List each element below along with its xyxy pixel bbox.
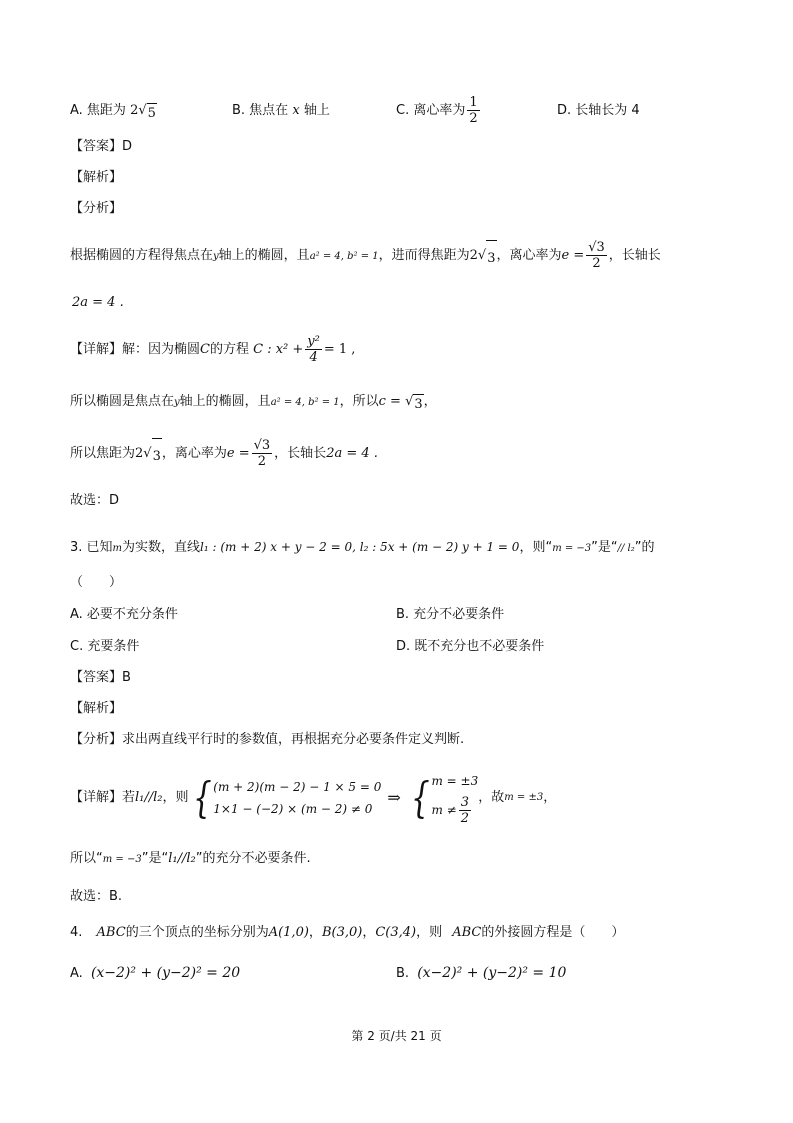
math: B(3,0) — [321, 925, 363, 940]
option-label: A. 焦距为 — [70, 103, 126, 118]
q2-option-c — [396, 94, 482, 128]
text: ，故 — [478, 790, 505, 805]
text: ，所以 — [339, 394, 379, 409]
text: ，则“ — [519, 540, 553, 555]
math: A(1,0) — [268, 925, 309, 940]
text: ， — [308, 925, 322, 940]
question-number: 4. — [70, 925, 83, 940]
q2-jiexi: 【解析】 — [70, 170, 123, 185]
math-var: C — [200, 342, 210, 357]
text: 的外接圆方程是（ ） — [481, 925, 625, 940]
text: 的三个顶点的坐标分别为 — [125, 925, 269, 940]
q2-detail-line3 — [70, 436, 378, 475]
system-row — [431, 796, 478, 825]
q3-answer: 【答案】B — [70, 670, 131, 685]
radicand: 3 — [152, 438, 162, 475]
text: ， — [423, 394, 437, 409]
text: 轴上的椭圆，且 — [218, 248, 310, 263]
q4-option-b — [396, 963, 566, 984]
sqrt: √ 3 — [478, 238, 497, 277]
text: ， — [362, 925, 376, 940]
sqrt: √ 3 — [405, 392, 424, 415]
math: c = — [378, 394, 406, 409]
text: 为实数，直线 — [122, 540, 201, 555]
option-label: A. — [70, 966, 83, 981]
math: ABC — [96, 925, 126, 940]
q2-detail-line2 — [70, 392, 437, 415]
equation-system — [189, 773, 382, 822]
math-var: y — [174, 397, 180, 408]
text: 【详解】若 — [70, 790, 136, 805]
sqrt: √ 5 — [138, 101, 157, 124]
q3-option-b: B. 充分不必要条件 — [396, 607, 505, 622]
result-system — [407, 772, 479, 825]
left-brace: { — [410, 773, 430, 822]
math-var: y — [213, 251, 219, 262]
text: ，离心率为 — [496, 248, 562, 263]
numerator: 1 — [469, 95, 478, 110]
option-label: B. — [396, 966, 410, 981]
denominator: 2 — [592, 256, 601, 271]
radicand: 5 — [147, 103, 157, 124]
q3-detail — [70, 766, 556, 830]
text: ”的充分不必要条件. — [195, 851, 311, 866]
implies-symbol: ⇒ — [387, 788, 401, 807]
system-row: 1×1 − (−2) × (m − 2) ≠ 0 — [213, 802, 373, 816]
text: ”的 — [634, 540, 655, 555]
q2-choice: 故选：D — [70, 493, 120, 508]
math: a² = 4, b² = 1 — [309, 251, 379, 262]
system-row: m = ±3 — [431, 773, 479, 788]
q2-analysis-line2: 2a = 4 . — [72, 295, 124, 310]
text: ，离心率为 — [161, 446, 227, 461]
fraction — [459, 796, 471, 825]
math: l₁//l₂ — [168, 851, 196, 866]
text: 3. 已知 — [70, 540, 113, 555]
math: a² = 4, b² = 1 — [270, 397, 340, 408]
math: 2 — [135, 446, 144, 461]
text: ”是“ — [591, 540, 618, 555]
q3-conclusion — [70, 849, 311, 870]
q2-option-d: D. 长轴长为 4 — [557, 103, 640, 118]
math: (x−2)² + (y−2)² = 10 — [417, 965, 567, 981]
math-var: x — [292, 103, 300, 118]
math: m ≠ — [431, 802, 457, 817]
math-var: m — [112, 543, 123, 554]
numerator: y² — [307, 334, 320, 349]
q3-choice: 故选：B. — [70, 889, 123, 904]
text: 所以椭圆是焦点在 — [70, 394, 175, 409]
q3-stem — [70, 537, 655, 559]
q4-option-a — [70, 963, 240, 984]
text: 所以“ — [70, 851, 103, 866]
system-row: (m + 2)(m − 2) − 1 × 5 = 0 — [213, 780, 382, 794]
denominator: 2 — [460, 810, 470, 826]
q4-stem — [70, 923, 624, 943]
math: = 1 , — [323, 342, 356, 357]
numerator: √3 — [588, 240, 605, 255]
text: ，进而得焦距为 — [378, 248, 470, 263]
text: ， — [543, 790, 557, 805]
text: 的方程 — [209, 342, 249, 357]
text: ，则 — [416, 925, 443, 940]
text: 所以焦距为 — [70, 446, 136, 461]
sqrt: √ 3 — [143, 436, 162, 475]
fraction — [586, 241, 607, 270]
fraction — [467, 96, 479, 125]
denominator: 2 — [257, 454, 267, 469]
fraction — [252, 439, 273, 468]
left-brace: { — [192, 773, 212, 822]
text: ，长轴长 — [274, 446, 327, 461]
text: ，长轴长 — [608, 248, 661, 263]
option-label: C. 离心率为 — [396, 103, 466, 118]
denominator: 2 — [469, 111, 478, 126]
q3-fenxi: 【分析】求出两直线平行时的参数值，再根据充分必要条件定义判断. — [70, 732, 465, 747]
math: (x−2)² + (y−2)² = 20 — [90, 965, 241, 981]
math: ABC — [452, 925, 482, 940]
math: m = −3 — [552, 543, 592, 554]
q2-analysis-line1 — [70, 238, 661, 277]
q2-detail-line1 — [70, 332, 355, 368]
math: 2 — [130, 103, 139, 118]
math: C : x² + — [253, 342, 304, 357]
numerator: 3 — [460, 794, 470, 810]
q3-option-d: D. 既不充分也不必要条件 — [396, 639, 545, 654]
math: e = — [226, 446, 250, 461]
q3-option-c: C. 充要条件 — [70, 639, 140, 654]
text: 轴上的椭圆，且 — [179, 394, 271, 409]
fraction — [305, 335, 322, 364]
page-footer: 第 2 页/共 21 页 — [351, 1029, 442, 1043]
math: m = −3 — [102, 854, 142, 865]
text: ”是“ — [141, 851, 169, 866]
q3-paren: （ ） — [70, 575, 123, 590]
q2-option-a — [70, 101, 157, 124]
option-tail: 轴上 — [303, 103, 330, 118]
math: e = — [561, 248, 585, 263]
math: 2a = 4 . — [326, 446, 378, 461]
math: // l₂ — [617, 543, 635, 554]
math: l₁//l₂ — [135, 790, 163, 805]
q2-option-b — [232, 101, 330, 121]
radicand: 3 — [413, 394, 423, 415]
text: 【详解】解：因为椭圆 — [70, 342, 201, 357]
denominator: 4 — [309, 350, 318, 365]
q2-answer: 【答案】D — [70, 139, 133, 154]
option-label: B. 焦点在 — [232, 103, 289, 118]
numerator: √3 — [253, 438, 271, 453]
math: l₁ : (m + 2) x + y − 2 = 0, l₂ : 5x + (m − 2) y + 1 = 0 — [200, 540, 520, 554]
math: m = ±3 — [504, 792, 544, 803]
text: 根据椭圆的方程得焦点在 — [70, 248, 214, 263]
q3-option-a: A. 必要不充分条件 — [70, 607, 178, 622]
text: ，则 — [162, 790, 189, 805]
q3-jiexi: 【解析】 — [70, 701, 123, 716]
math: 2 — [469, 248, 478, 263]
math: C(3,4) — [375, 925, 417, 940]
radicand: 3 — [486, 240, 496, 277]
q2-fenxi: 【分析】 — [70, 201, 123, 216]
